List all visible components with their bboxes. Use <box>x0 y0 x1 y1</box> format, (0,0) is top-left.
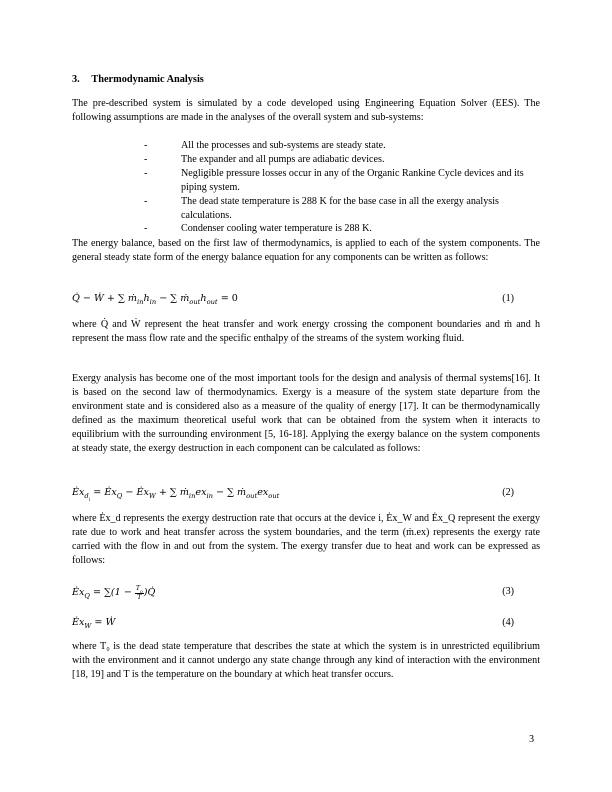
equation-2-number: (2) <box>502 487 514 498</box>
equation-1 <box>72 292 540 308</box>
equation-4 <box>72 616 540 632</box>
page-number: 3 <box>529 734 535 745</box>
equation-3 <box>72 585 540 601</box>
section-title: Thermodynamic Analysis <box>91 74 204 85</box>
assumption-item: - Condenser cooling water temperature is 288 K. <box>162 222 540 236</box>
energy-paragraph-block <box>72 237 540 265</box>
assumption-item: - Negligible pressure losses occur in any of the Organic Rankine Cycle devices and its piping system. <box>162 167 540 195</box>
assumption-item: - The dead state temperature is 288 K for the base case in all the exergy analysis calculations. <box>162 195 540 223</box>
equation-1-number: (1) <box>502 293 514 304</box>
equation-3-expression: $Ėx_Q = \sum(1$ − $\frac{T_o}{T}$ )Q̇ <box>72 585 156 601</box>
equation-4-number: (4) <box>502 617 514 628</box>
equation-2-expression: $Ėx_{d_i}$ = $Ėx_Q$ − $Ėx_W$ + ∑ $ṁ_{in}ex_{in}$ − ∑ $ṁ_{out}ex_{out}$ <box>72 487 280 503</box>
exergy-where-paragraph: where Ėx_d represents the exergy destruction rate that occurs at the device i, Ėx_W and Ėx_Q represent the exergy rate due to work and heat transfer across the system boundaries, and the term (ṁ.ex) represents the exergy rate carried with the flow in and out from the system. The exergy transfer due to heat and work can be expressed as follows: <box>72 513 540 566</box>
equation-1-expression: Q̇ − Ẇ + ∑ $ṁ_{in}h_{in}$ − ∑ $ṁ_{out}h_{out} = 0$ <box>72 293 238 306</box>
intro-paragraph-block <box>72 97 540 125</box>
energy-paragraph: The energy balance, based on the first law of thermodynamics, is applied to each of the system components. The general steady state form of the energy balance equation for any components can be written as follows: <box>72 238 540 263</box>
assumptions-list-block <box>72 139 540 236</box>
equation-4-expression: $Ėx_W$ = Ẇ <box>72 617 116 630</box>
exergy-paragraph-block <box>72 372 540 455</box>
dead-state-block <box>72 640 540 682</box>
energy-where-block <box>72 318 540 346</box>
exergy-where-block <box>72 512 540 568</box>
energy-where-paragraph: where Q̇ and Ẇ represent the heat transfer and work energy crossing the component boundaries and ṁ and h represent the mass flow rate and the specific enthalpy of the streams of the system working fluid. <box>72 319 540 344</box>
exergy-paragraph: Exergy analysis has become one of the most important tools for the design and analysis of thermal systems[16]. It is based on the second law of thermodynamics. Exergy is a measure of the system state departure from the environment state and is considered also as a measure of the quality of energy [17]. It can be thermodynamically defined as the maximum theoretical useful work that can be obtained from the system when it interacts to equilibrium with the surrounding environment [5, 16-18]. Applying the exergy balance on the system components at steady state, the exergy destruction in each component can be calculated as follows: <box>72 373 540 454</box>
assumption-item: - The expander and all pumps are adiabatic devices. <box>162 153 540 167</box>
section-heading <box>72 73 204 87</box>
assumptions-list <box>72 139 540 236</box>
equation-2 <box>72 486 540 502</box>
equation-3-number: (3) <box>502 586 514 597</box>
dead-state-paragraph: where T₀ is the dead state temperature that describes the state at which the system is in unrestricted equilibrium with the environment and it cannot undergo any state change through any kind of interaction with the environment [18, 19] and T is the temperature on the boundary at which heat transfer occurs. <box>72 641 540 680</box>
section-number: 3. <box>72 74 80 85</box>
intro-paragraph: The pre-described system is simulated by a code developed using Engineering Equation Solver (EES). The following assumptions are made in the analyses of the overall system and sub-systems: <box>72 98 540 123</box>
assumption-item: - All the processes and sub-systems are steady state. <box>162 139 540 153</box>
